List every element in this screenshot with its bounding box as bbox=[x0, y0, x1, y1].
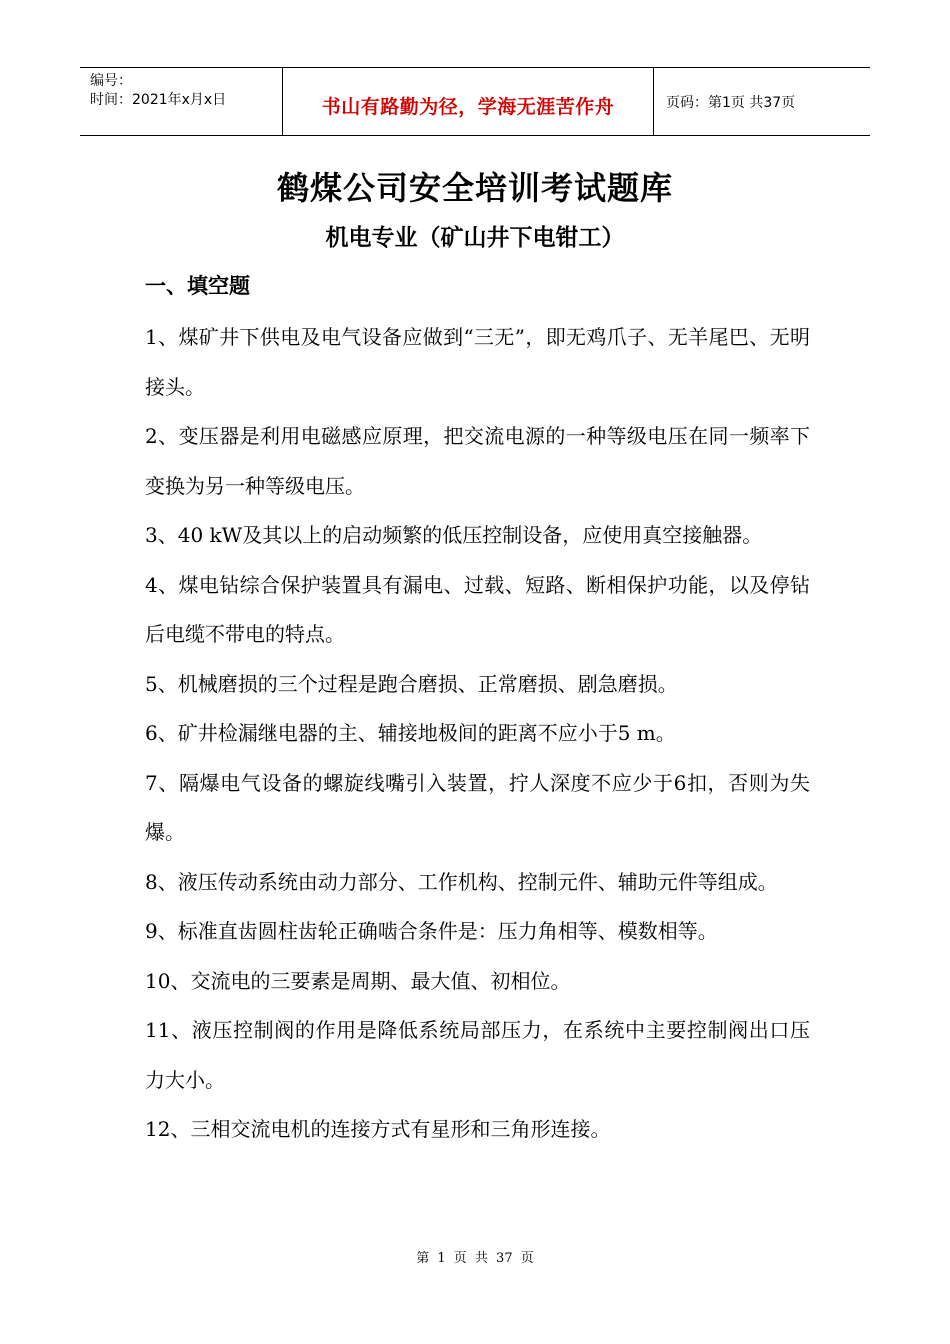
document-time-label: 时间：2021年x月x日 bbox=[90, 92, 227, 108]
question-item: 1、煤矿井下供电及电气设备应做到“三无”，即无鸡爪子、无羊尾巴、无明接头。 bbox=[145, 325, 810, 399]
question-item: 7、隔爆电气设备的螺旋线嘴引入装置，拧人深度不应少于6扣，否则为失爆。 bbox=[145, 770, 810, 844]
page-subtitle: 机电专业（矿山井下电钳工） bbox=[325, 225, 625, 251]
section-heading: 一、填空题 bbox=[145, 274, 250, 298]
header-motto: 书山有路勤为径，学海无涯苦作舟 bbox=[321, 96, 615, 118]
question-item: 4、煤电钻综合保护装置具有漏电、过载、短路、断相保护功能，以及停钻后电缆不带电的特点。 bbox=[145, 572, 810, 646]
question-item: 2、变压器是利用电磁感应原理，把交流电源的一种等级电压在同一频率下变换为另一种等级电压。 bbox=[145, 424, 810, 498]
question-list bbox=[145, 313, 810, 1155]
question-item: 11、液压控制阀的作用是降低系统局部压力，在系统中主要控制阀出口压力大小。 bbox=[145, 1018, 810, 1092]
page-footer: 第 1 页 共 37 页 bbox=[416, 1251, 534, 1266]
header-meta bbox=[80, 68, 283, 135]
question-item: 9、标准直齿圆柱齿轮正确啮合条件是：压力角相等、模数相等。 bbox=[145, 919, 718, 943]
question-item: 6、矿井检漏继电器的主、辅接地极间的距离不应小于5 m。 bbox=[145, 721, 676, 745]
page-header bbox=[80, 67, 870, 136]
question-item: 5、机械磨损的三个过程是跑合磨损、正常磨损、剧急磨损。 bbox=[145, 671, 678, 696]
page-title: 鹤煤公司安全培训考试题库 bbox=[276, 169, 673, 207]
header-page-info: 页码：第1页 共37页 bbox=[666, 95, 796, 111]
header-motto-cell bbox=[283, 68, 654, 135]
question-item: 8、液压传动系统由动力部分、工作机构、控制元件、辅助元件等组成。 bbox=[145, 869, 778, 894]
question-item: 12、三相交流电机的连接方式有星形和三角形连接。 bbox=[145, 1117, 611, 1141]
document-number-label: 编号： bbox=[90, 73, 132, 89]
question-item: 3、40 kW及其以上的启动频繁的低压控制设备，应使用真空接触器。 bbox=[145, 523, 763, 547]
question-item: 10、交流电的三要素是周期、最大值、初相位。 bbox=[145, 968, 571, 993]
